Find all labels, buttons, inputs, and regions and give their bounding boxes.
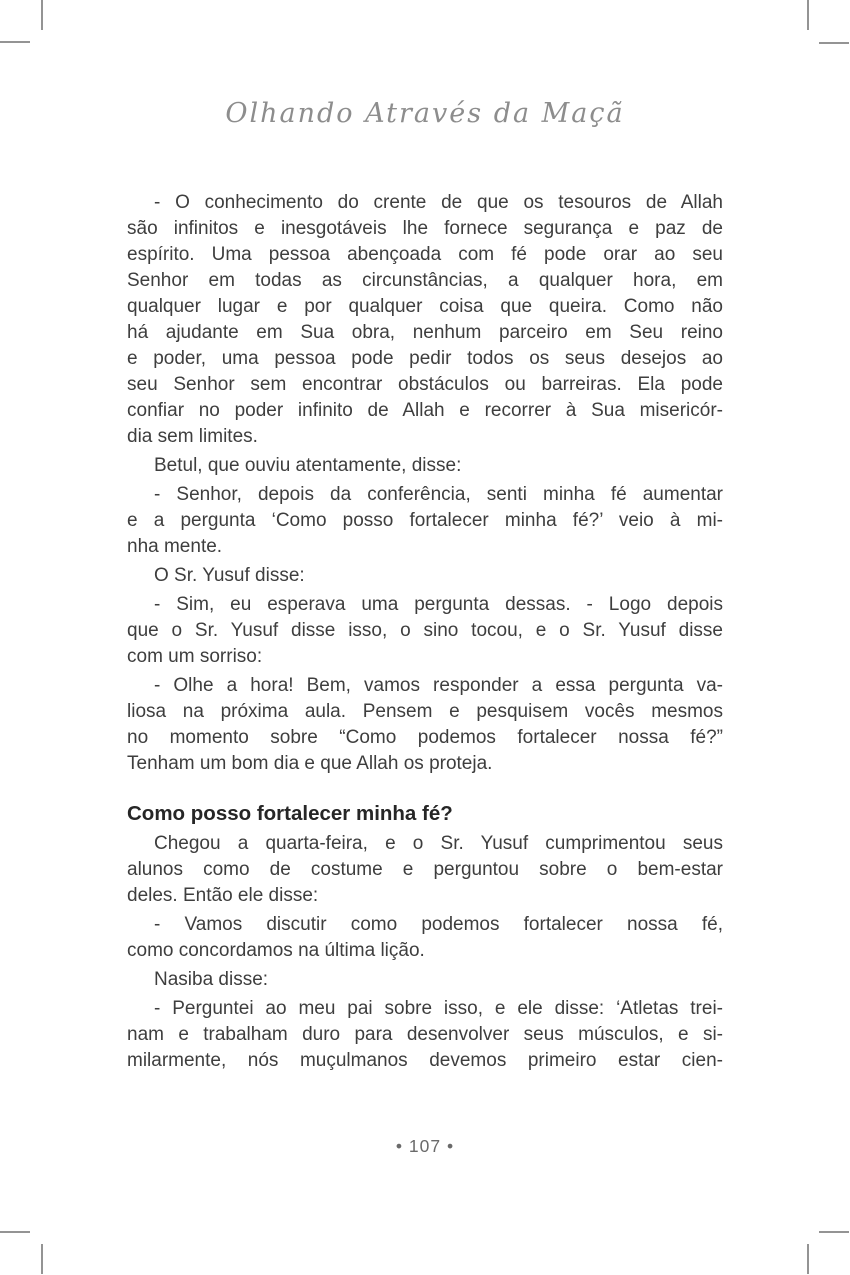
- text-line: são infinitos e inesgotáveis lhe fornece segurança e paz de: [127, 218, 723, 239]
- crop-mark-top-left-vertical: [41, 0, 43, 30]
- text-line: Betul, que ouviu atentamente, disse:: [154, 455, 462, 476]
- crop-mark-bottom-left-horizontal: [0, 1231, 30, 1233]
- crop-mark-bottom-right-vertical: [807, 1244, 809, 1274]
- crop-mark-top-right-horizontal: [819, 42, 849, 44]
- text-line: e poder, uma pessoa pode pedir todos os seus desejos ao: [127, 348, 723, 369]
- paragraph: [127, 831, 723, 909]
- text-line: - Olhe a hora! Bem, vamos responder a essa pergunta va-: [154, 675, 723, 696]
- text-line: como concordamos na última lição.: [127, 940, 425, 961]
- paragraph: [127, 996, 723, 1074]
- text-line: - Vamos discutir como podemos fortalecer nossa fé,: [154, 914, 723, 935]
- paragraph: [127, 673, 723, 777]
- text-line: nha mente.: [127, 536, 223, 557]
- text-line: Senhor em todas as circunstâncias, a qualquer hora, em: [127, 270, 723, 291]
- text-line: milarmente, nós muçulmanos devemos primeiro estar cien-: [127, 1050, 723, 1071]
- crop-mark-top-left-horizontal: [0, 41, 30, 43]
- text-line: dia sem limites.: [127, 426, 258, 447]
- section-heading: Como posso fortalecer minha fé?: [127, 802, 453, 825]
- text-line: espírito. Uma pessoa abençoada com fé pode orar ao seu: [127, 244, 723, 265]
- paragraph: [127, 190, 723, 450]
- text-line: liosa na próxima aula. Pensem e pesquisem vocês mesmos: [127, 701, 723, 722]
- text-line: - Sim, eu esperava uma pergunta dessas. - Logo depois: [154, 594, 723, 615]
- text-line: alunos como de costume e perguntou sobre o bem-estar: [127, 859, 723, 880]
- text-line: - Perguntei ao meu pai sobre isso, e ele disse: ‘Atletas trei-: [154, 998, 723, 1019]
- text-line: O Sr. Yusuf disse:: [154, 565, 305, 586]
- text-line: há ajudante em Sua obra, nenhum parceiro em Seu reino: [127, 322, 723, 343]
- text-line: Chegou a quarta-feira, e o Sr. Yusuf cumprimentou seus: [154, 833, 723, 854]
- text-line: com um sorriso:: [127, 646, 263, 667]
- text-line: e a pergunta ‘Como posso fortalecer minha fé?’ veio à mi-: [127, 510, 723, 531]
- text-line: - Senhor, depois da conferência, senti minha fé aumentar: [154, 484, 723, 505]
- text-line: confiar no poder infinito de Allah e recorrer à Sua misericór-: [127, 400, 723, 421]
- text-line: deles. Então ele disse:: [127, 885, 319, 906]
- text-line: que o Sr. Yusuf disse isso, o sino tocou, e o Sr. Yusuf disse: [127, 620, 723, 641]
- text-line: qualquer lugar e por qualquer coisa que queira. Como não: [127, 296, 723, 317]
- text-line: - O conhecimento do crente de que os tesouros de Allah: [154, 192, 723, 213]
- paragraph: [127, 563, 723, 589]
- page-content: [127, 190, 723, 1074]
- text-line: Nasiba disse:: [154, 969, 269, 990]
- crop-mark-bottom-right-horizontal: [819, 1231, 849, 1233]
- text-line: seu Senhor sem encontrar obstáculos ou barreiras. Ela pode: [127, 374, 723, 395]
- paragraph: [127, 912, 723, 964]
- text-line: nam e trabalham duro para desenvolver seus músculos, e si-: [127, 1024, 723, 1045]
- running-header: Olhando Através da Maçã: [225, 98, 625, 129]
- paragraph: [127, 967, 723, 993]
- text-line: Tenham um bom dia e que Allah os proteja.: [127, 753, 493, 774]
- paragraph: [127, 592, 723, 670]
- paragraph: [127, 482, 723, 560]
- crop-mark-bottom-left-vertical: [41, 1244, 43, 1274]
- text-line: no momento sobre “Como podemos fortalecer nossa fé?”: [127, 727, 723, 748]
- page-number: • 107 •: [395, 1136, 455, 1156]
- crop-mark-top-right-vertical: [807, 0, 809, 30]
- paragraph: [127, 453, 723, 479]
